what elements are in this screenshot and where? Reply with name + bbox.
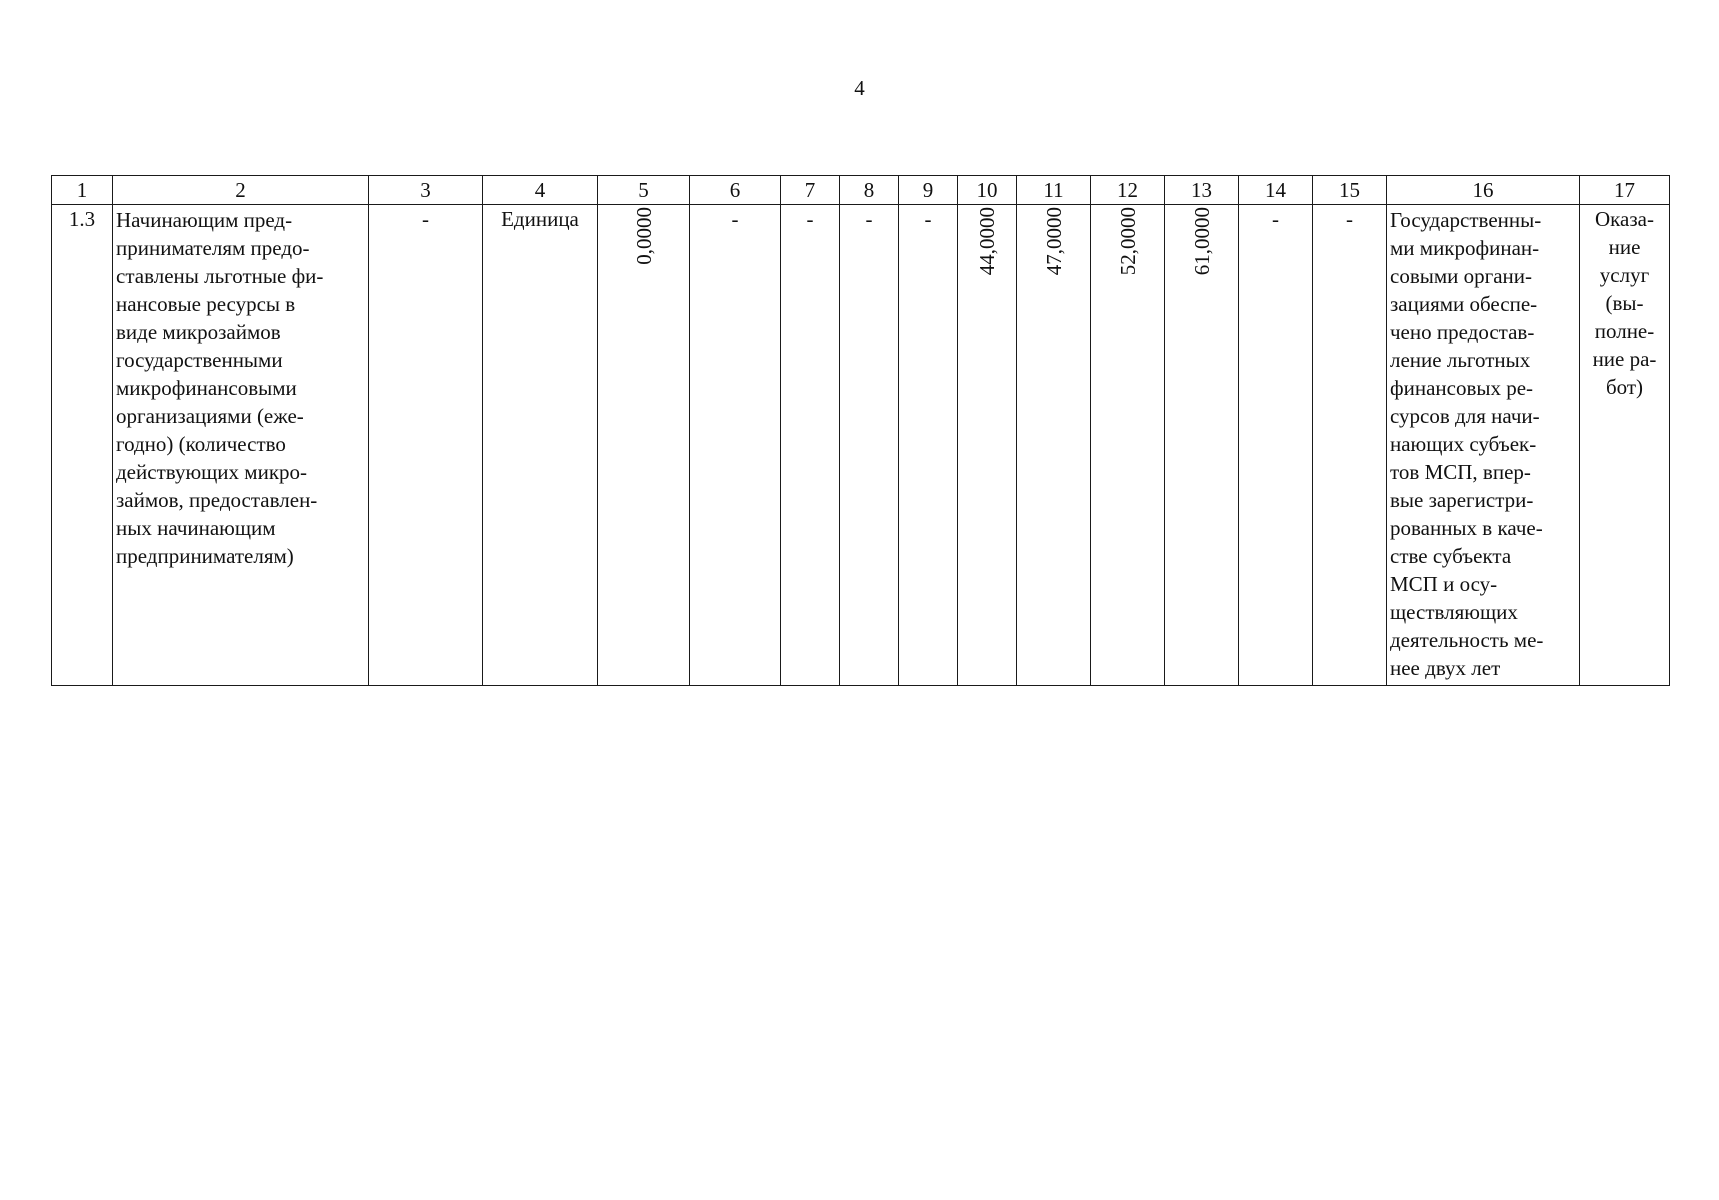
- text-line: организациями (еже-: [116, 404, 304, 428]
- text-line: финансовых ре-: [1390, 376, 1534, 400]
- column-7-value: -: [781, 205, 840, 686]
- text-line: деятельность ме-: [1390, 628, 1544, 652]
- text-line: государственными: [116, 348, 283, 372]
- unit-value: Единица: [501, 207, 579, 231]
- indicator-table: [51, 175, 1670, 686]
- column-8-value: -: [840, 205, 899, 686]
- column-header: 16: [1387, 176, 1580, 205]
- text-line: совыми органи-: [1390, 264, 1533, 288]
- header-row: [52, 176, 1670, 205]
- column-header: 9: [899, 176, 958, 205]
- text-line: полне-: [1594, 319, 1655, 343]
- text-line: микрофинансовыми: [116, 376, 297, 400]
- unit-cell: [483, 205, 598, 686]
- column-9-value: -: [899, 205, 958, 686]
- result-description-cell: [1387, 205, 1580, 686]
- column-5-value: 0,0000: [631, 207, 656, 265]
- text-line: ми микрофинан-: [1390, 236, 1540, 260]
- column-3-value: -: [369, 205, 483, 686]
- column-14-value: -: [1239, 205, 1313, 686]
- text-line: рованных в каче-: [1390, 516, 1543, 540]
- text-line: ление льготных: [1390, 348, 1531, 372]
- text-line: ществляющих: [1390, 600, 1518, 624]
- column-header: 13: [1165, 176, 1239, 205]
- type-cell: [1580, 205, 1670, 686]
- column-13-value: 61,0000: [1189, 207, 1214, 276]
- column-10-cell: [958, 205, 1017, 686]
- column-header: 8: [840, 176, 899, 205]
- column-11-cell: [1017, 205, 1091, 686]
- column-12-value: 52,0000: [1115, 207, 1140, 276]
- column-5-cell: [598, 205, 690, 686]
- text-line: стве субъекта: [1390, 544, 1512, 568]
- type-text: [1580, 205, 1669, 401]
- column-header: 7: [781, 176, 840, 205]
- text-line: нее двух лет: [1390, 656, 1501, 680]
- column-header: 10: [958, 176, 1017, 205]
- item-number-cell: [52, 205, 113, 686]
- column-15-value: -: [1313, 205, 1387, 686]
- text-line: Оказа-: [1595, 207, 1654, 231]
- column-10-value: 44,0000: [975, 207, 999, 276]
- item-number: 1.3: [68, 207, 96, 231]
- text-line: (вы-: [1605, 291, 1644, 315]
- text-line: ние ра-: [1592, 347, 1657, 371]
- text-line: чено предостав-: [1390, 320, 1535, 344]
- column-header: 12: [1091, 176, 1165, 205]
- column-12-cell: [1091, 205, 1165, 686]
- text-line: МСП и осу-: [1390, 572, 1498, 596]
- column-header: 2: [113, 176, 369, 205]
- column-6-value: -: [690, 205, 781, 686]
- column-header: 4: [483, 176, 598, 205]
- text-line: сурсов для начи-: [1390, 404, 1540, 428]
- text-line: годно) (количество: [116, 432, 286, 456]
- text-line: нающих субъек-: [1390, 432, 1537, 456]
- text-line: Начинающим пред-: [116, 208, 293, 232]
- column-header: 5: [598, 176, 690, 205]
- indicator-name-text: [113, 205, 368, 570]
- column-header: 14: [1239, 176, 1313, 205]
- text-line: ние: [1608, 235, 1641, 259]
- text-line: виде микрозаймов: [116, 320, 281, 344]
- table-row: [52, 205, 1670, 686]
- text-line: нансовые ресурсы в: [116, 292, 296, 316]
- text-line: Государственны-: [1390, 208, 1542, 232]
- text-line: займов, предоставлен-: [116, 488, 318, 512]
- text-line: бот): [1605, 375, 1644, 399]
- text-line: действующих микро-: [116, 460, 308, 484]
- column-header: 15: [1313, 176, 1387, 205]
- column-header: 1: [52, 176, 113, 205]
- text-line: вые зарегистри-: [1390, 488, 1534, 512]
- text-line: тов МСП, впер-: [1390, 460, 1531, 484]
- column-11-value: 47,0000: [1041, 207, 1066, 276]
- text-line: зациями обеспе-: [1390, 292, 1538, 316]
- text-line: принимателям предо-: [116, 236, 310, 260]
- text-line: ставлены льготные фи-: [116, 264, 324, 288]
- column-13-cell: [1165, 205, 1239, 686]
- column-header: 11: [1017, 176, 1091, 205]
- indicator-name-cell: [113, 205, 369, 686]
- column-header: 3: [369, 176, 483, 205]
- column-header: 17: [1580, 176, 1670, 205]
- result-description-text: [1387, 205, 1579, 682]
- column-header: 6: [690, 176, 781, 205]
- text-line: предпринимателям): [116, 544, 294, 568]
- page-number: 4: [854, 76, 865, 100]
- text-line: услуг: [1599, 263, 1650, 287]
- text-line: ных начинающим: [116, 516, 276, 540]
